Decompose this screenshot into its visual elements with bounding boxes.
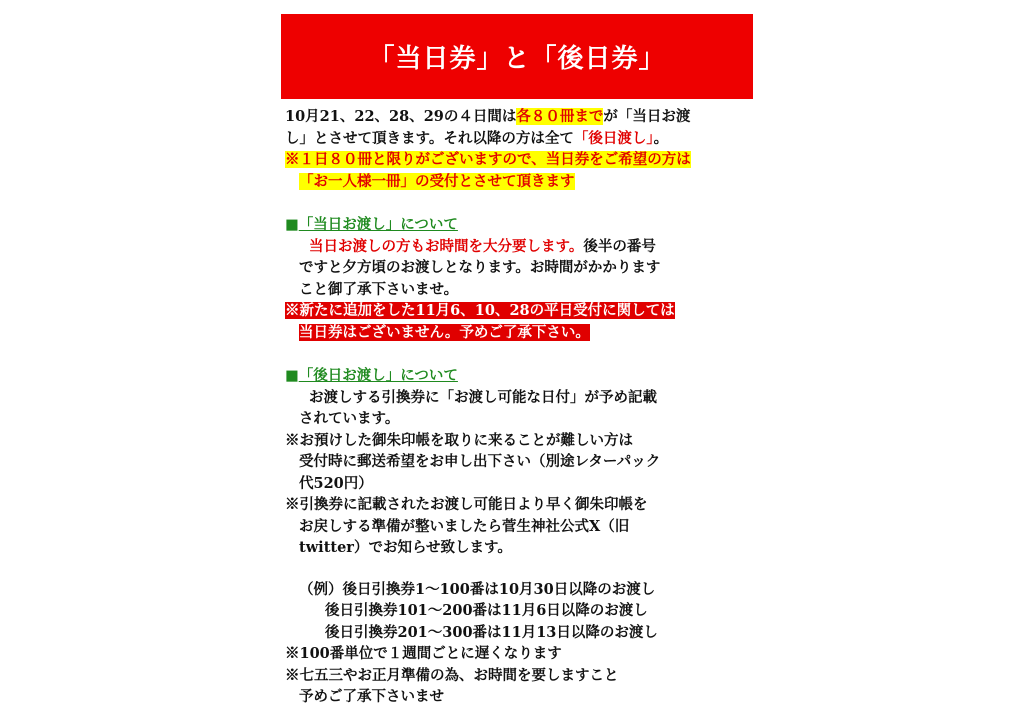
body-text: 受付時に郵送希望をお申し出下さい（別途レターパック xyxy=(299,453,661,470)
body-text: ※引換券に記載されたお渡し可能日より早く御朱印帳を xyxy=(285,496,648,513)
body-text: されています。 xyxy=(299,410,400,427)
body-text: お渡しする引換券に「お渡し可能な日付」が予め記載 xyxy=(309,388,657,406)
section1-line-1 xyxy=(285,236,765,258)
section2-note2-line-2 xyxy=(285,516,765,538)
intro-text: 10月21、22、28、29の４日間は xyxy=(285,108,517,125)
document-body xyxy=(285,106,765,708)
body-text: twitter）でお知らせ致します。 xyxy=(299,539,512,556)
example-note-2 xyxy=(285,665,765,687)
section1-note-2 xyxy=(285,322,765,344)
section2-line-1 xyxy=(285,387,765,409)
section2-note2-line-1 xyxy=(285,494,765,516)
section1-note-1 xyxy=(285,300,765,322)
section2-heading xyxy=(285,365,765,387)
body-text: 代520円） xyxy=(299,474,373,492)
limit-notice: 「お一人様一冊」の受付とさせて頂きます xyxy=(299,172,575,190)
intro-line-4 xyxy=(285,171,765,193)
body-text: お戻しする準備が整いましたら菅生神社公式X（旧 xyxy=(299,517,630,535)
example-line-2 xyxy=(285,600,765,622)
intro-text: が「当日お渡 xyxy=(603,108,691,125)
section2-note1-line-2 xyxy=(285,451,765,473)
section1-heading xyxy=(285,214,765,236)
body-text: こと御了承下さいませ。 xyxy=(299,280,459,298)
section-heading: 「当日お渡し」について xyxy=(298,216,458,233)
body-text: ※お預けした御朱印帳を取りに来ることが難しい方は xyxy=(285,431,633,449)
section1-line-2 xyxy=(285,257,765,279)
body-text: ですと夕方頃のお渡しとなります。お時間がかかります xyxy=(299,259,661,276)
example-text: （例）後日引換券1～100番は10月30日以降のお渡し xyxy=(299,580,656,598)
weekday-notice: 当日券はございません。予めご了承下さい。 xyxy=(299,323,590,341)
example-line-1 xyxy=(285,579,765,601)
example-text: 後日引換券101～200番は11月6日以降のお渡し xyxy=(325,602,648,619)
intro-line-2 xyxy=(285,128,765,150)
example-note-1 xyxy=(285,643,765,665)
later-delivery-text: 「後日渡し」 xyxy=(573,129,654,147)
section2-line-2 xyxy=(285,408,765,430)
page-title: 「当日券」と「後日券」 xyxy=(368,44,666,74)
intro-line-1 xyxy=(285,106,765,128)
example-note-3 xyxy=(285,686,765,708)
weekday-notice: ※新たに追加をした11月6、10、28の平日受付に関しては xyxy=(285,302,675,319)
section2-note1-line-1 xyxy=(285,430,765,452)
section1-line-3 xyxy=(285,279,765,301)
square-bullet-icon: ■ xyxy=(285,367,299,384)
example-text: 後日引換券201～300番は11月13日以降のお渡し xyxy=(325,623,658,641)
intro-text: 。 xyxy=(653,129,669,147)
body-text: 予めご了承下さいませ xyxy=(299,688,444,705)
body-text: ※100番単位で１週間ごとに遅くなります xyxy=(285,645,562,662)
intro-text: し」とさせて頂きます。それ以降の方は全て xyxy=(285,129,574,147)
body-text: ※七五三やお正月準備の為、お時間を要しますこと xyxy=(285,666,619,684)
example-line-3 xyxy=(285,622,765,644)
section2-note1-line-3 xyxy=(285,473,765,495)
limit-notice: ※１日８０冊と限りがございますので、当日券をご希望の方は xyxy=(285,151,691,168)
highlight-limit: 各８０冊まで xyxy=(516,108,604,125)
body-text: 後半の番号 xyxy=(583,237,656,255)
section-heading: 「後日お渡し」について xyxy=(298,367,458,384)
title-banner xyxy=(281,14,753,99)
time-warning: 当日お渡しの方もお時間を大分要します。 xyxy=(309,237,584,255)
square-bullet-icon: ■ xyxy=(285,216,299,233)
intro-line-3 xyxy=(285,149,765,171)
section2-note2-line-3 xyxy=(285,537,765,559)
